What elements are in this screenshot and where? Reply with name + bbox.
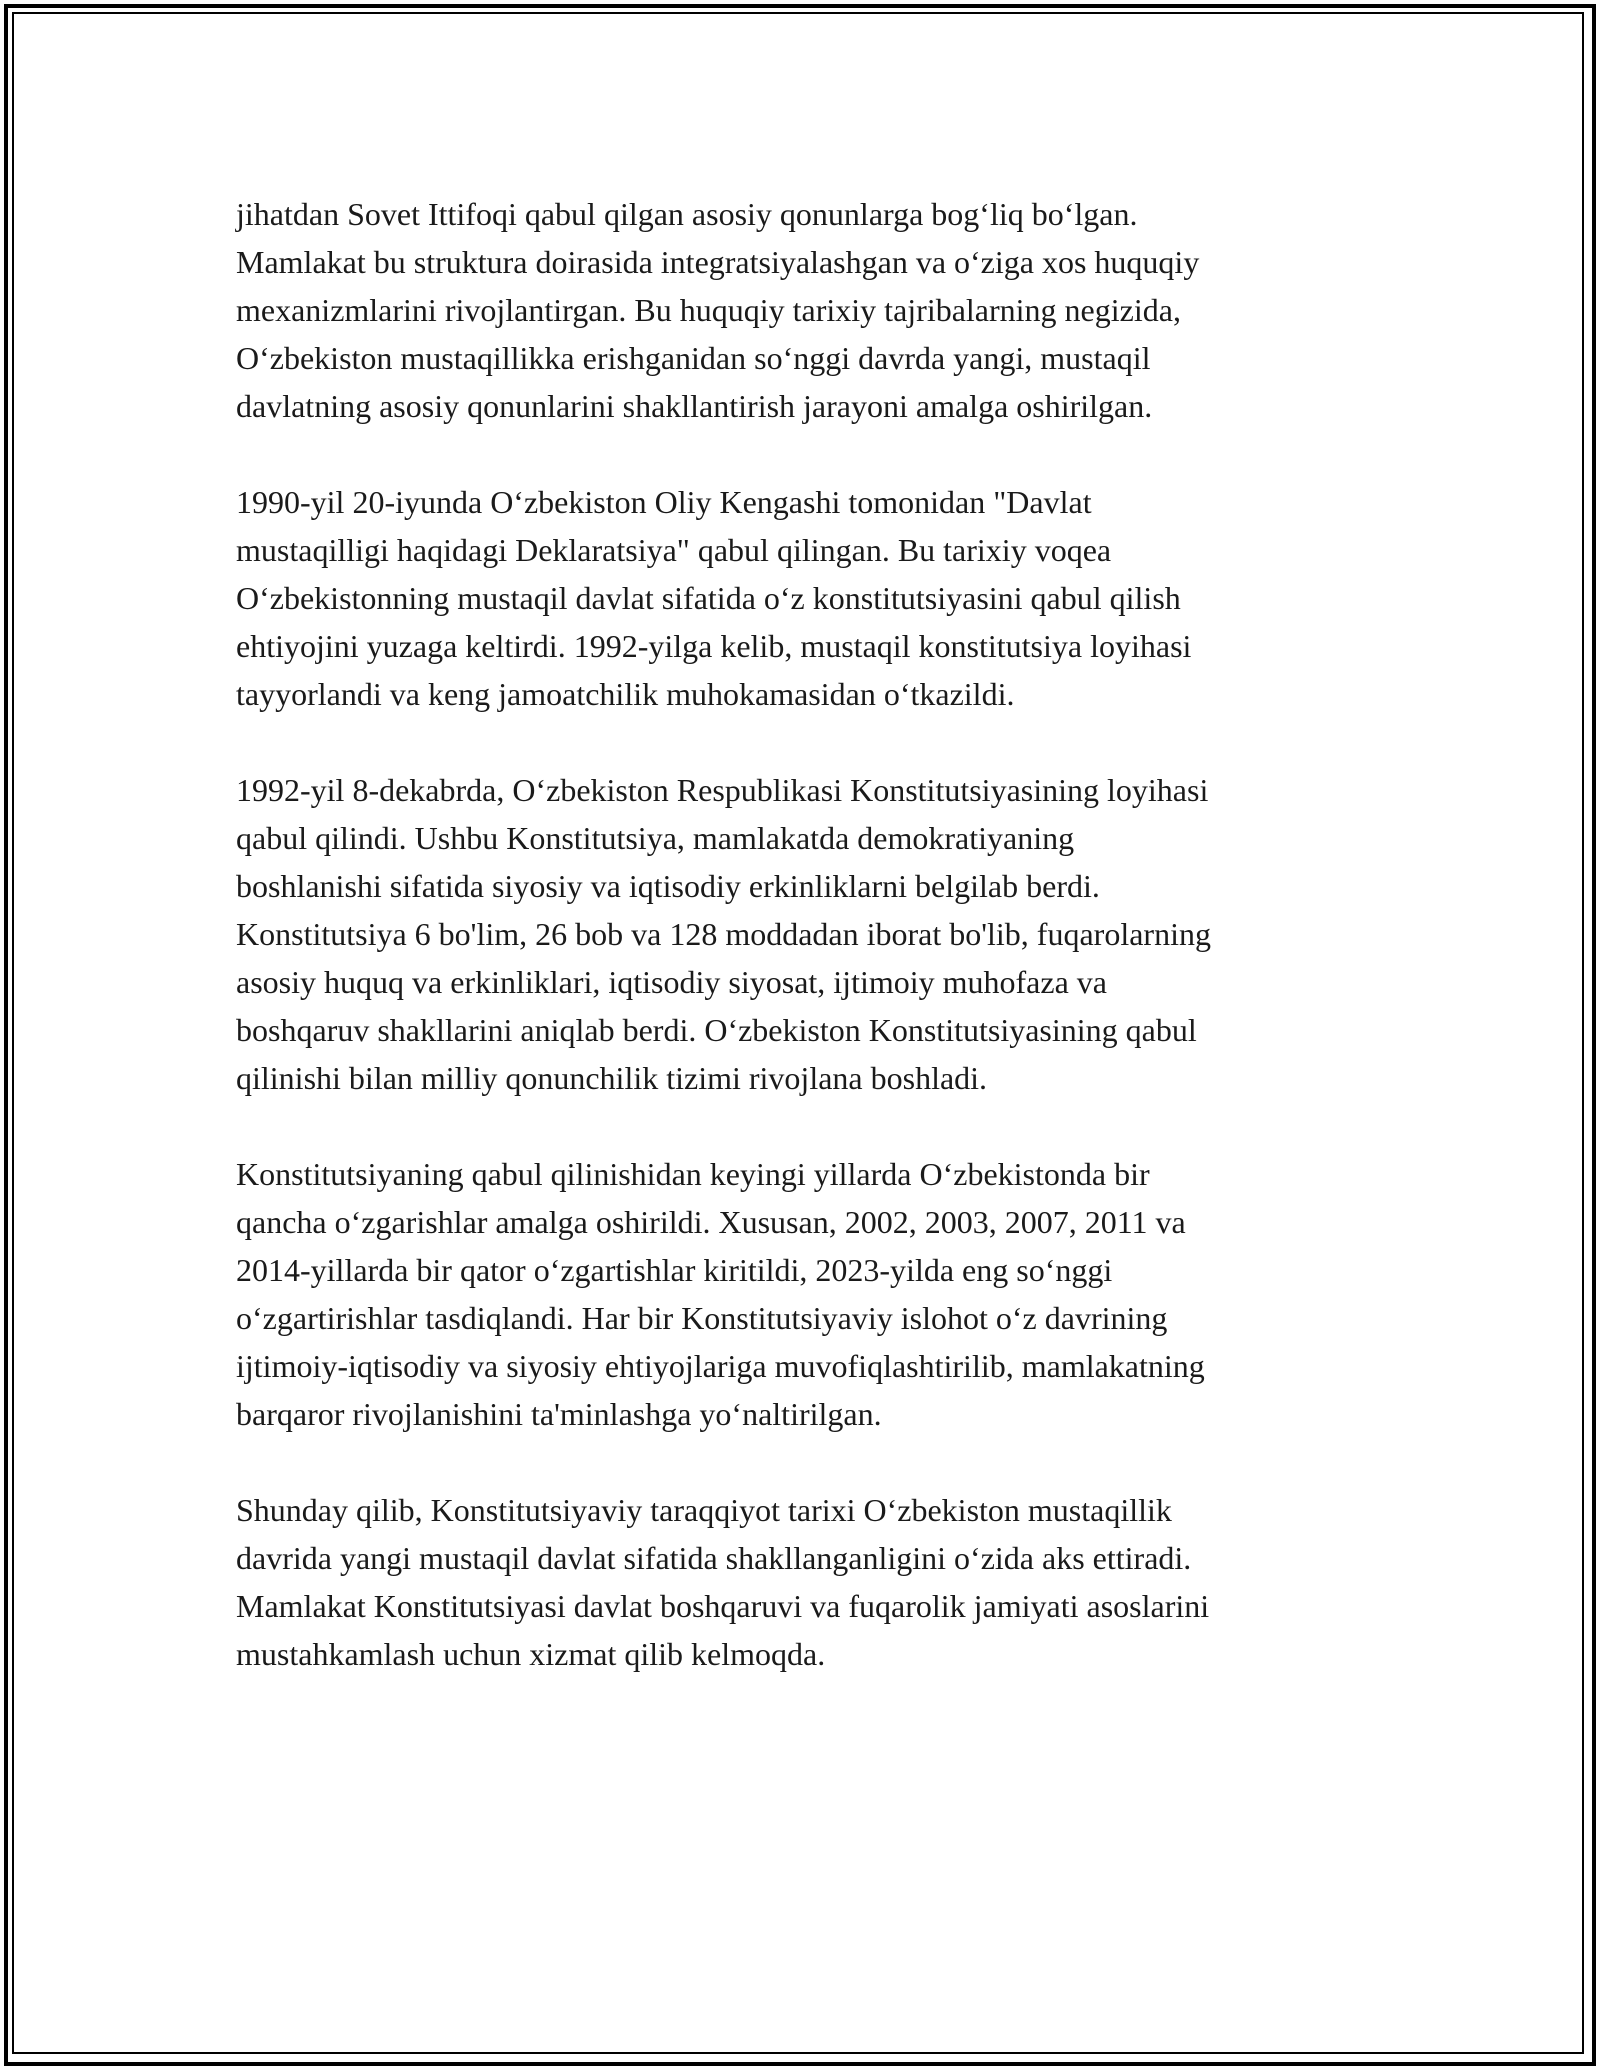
paragraph-constitution-adoption: 1992-yil 8-dekabrda, O‘zbekiston Respublikasi Konstitutsiyasining loyihasi qabul qilindi. Ushbu Konstitutsiya, mamlakatda demokratiyaning boshlanishi sifatida siyosiy va iqtisodiy erkinliklarni belgilab berdi. Konstitutsiya 6 bo'lim, 26 bob va 128 moddadan iborat bo'lib, fuqarolarning asosiy huquq va erkinliklari, iqtisodiy siyosat, ijtimoiy muhofaza va boshqaruv shakllarini aniqlab berdi. O‘zbekiston Konstitutsiyasining qabul qilinishi bilan milliy qonunchilik tizimi rivojlana boshladi. <box>236 772 1211 1096</box>
paragraph-independence-declaration: 1990-yil 20-iyunda O‘zbekiston Oliy Kengashi tomonidan "Davlat mustaqilligi haqidagi Deklaratsiya" qabul qilingan. Bu tarixiy voqea O‘zbekistonning mustaqil davlat sifatida o‘z konstitutsiyasini qabul qilish ehtiyojini yuzaga keltirdi. 1992-yilga kelib, mustaqil konstitutsiya loyihasi tayyorlandi va keng jamoatchilik muhokamasidan o‘tkazildi. <box>236 484 1192 712</box>
document-body <box>236 190 1366 1726</box>
paragraph-soviet-legacy: jihatdan Sovet Ittifoqi qabul qilgan asosiy qonunlarga bog‘liq bo‘lgan. Mamlakat bu struktura doirasida integratsiyalashgan va o‘ziga xos huquqiy mexanizmlarini rivojlantirgan. Bu huquqiy tarixiy tajribalarning negizida, O‘zbekiston mustaqillikka erishganidan so‘nggi davrda yangi, mustaqil davlatning asosiy qonunlarini shakllantirish jarayoni amalga oshirilgan. <box>236 196 1200 424</box>
paragraph-conclusion: Shunday qilib, Konstitutsiyaviy taraqqiyot tarixi O‘zbekiston mustaqillik davrida yangi mustaqil davlat sifatida shakllanganligini o‘zida aks ettiradi. Mamlakat Konstitutsiyasi davlat boshqaruvi va fuqarolik jamiyati asoslarini mustahkamlash uchun xizmat qilib kelmoqda. <box>236 1492 1210 1672</box>
paragraph-constitutional-amendments: Konstitutsiyaning qabul qilinishidan keyingi yillarda O‘zbekistonda bir qancha o‘zgarishlar amalga oshirildi. Xususan, 2002, 2003, 2007, 2011 va 2014-yillarda bir qator o‘zgartishlar kiritildi, 2023-yilda eng so‘nggi o‘zgartirishlar tasdiqlandi. Har bir Konstitutsiyaviy islohot o‘z davrining ijtimoiy-iqtisodiy va siyosiy ehtiyojlariga muvofiqlashtirilib, mamlakatning barqaror rivojlanishini ta'minlashga yo‘naltirilgan. <box>236 1156 1205 1432</box>
